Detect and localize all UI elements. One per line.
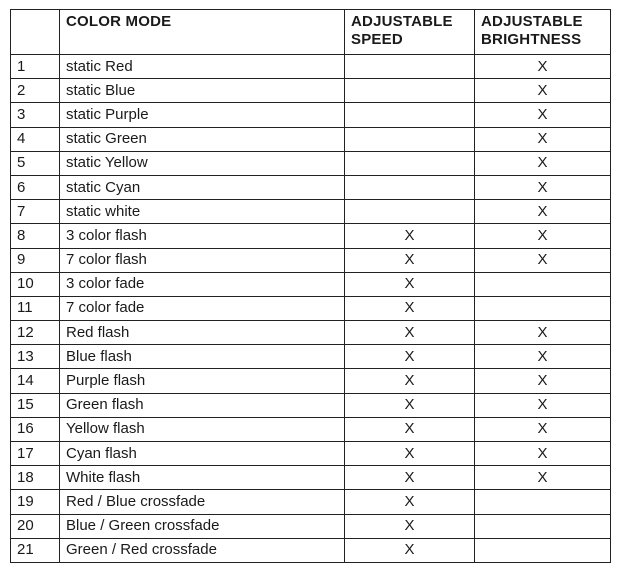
table-row — [11, 514, 611, 538]
table-row — [11, 369, 611, 393]
row-brightness-mark: X — [475, 200, 611, 224]
row-number: 21 — [11, 538, 60, 562]
row-color-mode: 3 color flash — [60, 224, 345, 248]
row-speed-mark: X — [345, 466, 475, 490]
row-number: 20 — [11, 514, 60, 538]
row-brightness-mark — [475, 514, 611, 538]
row-brightness-mark: X — [475, 369, 611, 393]
row-color-mode: 7 color fade — [60, 296, 345, 320]
row-speed-mark — [345, 200, 475, 224]
table-row — [11, 442, 611, 466]
row-speed-mark: X — [345, 538, 475, 562]
table-row — [11, 200, 611, 224]
row-brightness-mark: X — [475, 224, 611, 248]
row-color-mode: Blue flash — [60, 345, 345, 369]
row-color-mode: 3 color fade — [60, 272, 345, 296]
table-row — [11, 79, 611, 103]
row-number: 1 — [11, 55, 60, 79]
table-row — [11, 175, 611, 199]
row-number: 13 — [11, 345, 60, 369]
row-color-mode: Yellow flash — [60, 417, 345, 441]
row-color-mode: Green / Red crossfade — [60, 538, 345, 562]
table-row — [11, 103, 611, 127]
row-speed-mark: X — [345, 442, 475, 466]
row-brightness-mark: X — [475, 151, 611, 175]
row-color-mode: Red / Blue crossfade — [60, 490, 345, 514]
row-number: 18 — [11, 466, 60, 490]
row-brightness-mark: X — [475, 79, 611, 103]
row-number: 17 — [11, 442, 60, 466]
row-speed-mark: X — [345, 514, 475, 538]
row-color-mode: Blue / Green crossfade — [60, 514, 345, 538]
row-speed-mark: X — [345, 490, 475, 514]
header-number — [11, 10, 60, 55]
row-speed-mark: X — [345, 345, 475, 369]
row-color-mode: static white — [60, 200, 345, 224]
row-number: 11 — [11, 296, 60, 320]
table-row — [11, 151, 611, 175]
row-number: 14 — [11, 369, 60, 393]
row-color-mode: Red flash — [60, 321, 345, 345]
table-row — [11, 224, 611, 248]
row-number: 7 — [11, 200, 60, 224]
row-speed-mark: X — [345, 369, 475, 393]
row-number: 16 — [11, 417, 60, 441]
table-row — [11, 393, 611, 417]
row-speed-mark: X — [345, 296, 475, 320]
row-number: 5 — [11, 151, 60, 175]
row-brightness-mark — [475, 296, 611, 320]
row-speed-mark: X — [345, 417, 475, 441]
color-mode-table — [10, 9, 611, 563]
row-speed-mark — [345, 79, 475, 103]
row-brightness-mark: X — [475, 417, 611, 441]
row-color-mode: static Yellow — [60, 151, 345, 175]
row-brightness-mark — [475, 272, 611, 296]
row-speed-mark: X — [345, 393, 475, 417]
row-brightness-mark: X — [475, 127, 611, 151]
table-header-row — [11, 10, 611, 55]
table-row — [11, 417, 611, 441]
row-brightness-mark: X — [475, 393, 611, 417]
row-color-mode: static Blue — [60, 79, 345, 103]
row-number: 4 — [11, 127, 60, 151]
row-color-mode: static Purple — [60, 103, 345, 127]
row-speed-mark: X — [345, 224, 475, 248]
row-brightness-mark: X — [475, 175, 611, 199]
row-color-mode: Cyan flash — [60, 442, 345, 466]
row-number: 10 — [11, 272, 60, 296]
row-number: 15 — [11, 393, 60, 417]
row-speed-mark — [345, 127, 475, 151]
row-number: 9 — [11, 248, 60, 272]
row-speed-mark: X — [345, 248, 475, 272]
row-color-mode: Green flash — [60, 393, 345, 417]
table-row — [11, 538, 611, 562]
row-speed-mark — [345, 151, 475, 175]
row-speed-mark: X — [345, 272, 475, 296]
row-speed-mark — [345, 55, 475, 79]
table-row — [11, 466, 611, 490]
row-number: 8 — [11, 224, 60, 248]
table-row — [11, 490, 611, 514]
table-row — [11, 296, 611, 320]
table-row — [11, 345, 611, 369]
row-color-mode: static Red — [60, 55, 345, 79]
row-color-mode: White flash — [60, 466, 345, 490]
table-row — [11, 127, 611, 151]
header-adjustable-speed: ADJUSTABLE SPEED — [345, 10, 475, 55]
row-color-mode: 7 color flash — [60, 248, 345, 272]
row-brightness-mark: X — [475, 55, 611, 79]
table-row — [11, 272, 611, 296]
header-color-mode: COLOR MODE — [60, 10, 345, 55]
row-number: 2 — [11, 79, 60, 103]
row-brightness-mark: X — [475, 103, 611, 127]
table-row — [11, 321, 611, 345]
row-speed-mark — [345, 175, 475, 199]
row-number: 19 — [11, 490, 60, 514]
row-number: 12 — [11, 321, 60, 345]
row-color-mode: Purple flash — [60, 369, 345, 393]
table-row — [11, 248, 611, 272]
row-brightness-mark: X — [475, 466, 611, 490]
row-brightness-mark — [475, 490, 611, 514]
row-brightness-mark: X — [475, 442, 611, 466]
row-brightness-mark: X — [475, 321, 611, 345]
row-speed-mark: X — [345, 321, 475, 345]
row-number: 6 — [11, 175, 60, 199]
table-row — [11, 55, 611, 79]
row-brightness-mark: X — [475, 248, 611, 272]
row-color-mode: static Cyan — [60, 175, 345, 199]
row-brightness-mark: X — [475, 345, 611, 369]
header-adjustable-brightness: ADJUSTABLE BRIGHTNESS — [475, 10, 611, 55]
row-color-mode: static Green — [60, 127, 345, 151]
row-number: 3 — [11, 103, 60, 127]
row-brightness-mark — [475, 538, 611, 562]
row-speed-mark — [345, 103, 475, 127]
